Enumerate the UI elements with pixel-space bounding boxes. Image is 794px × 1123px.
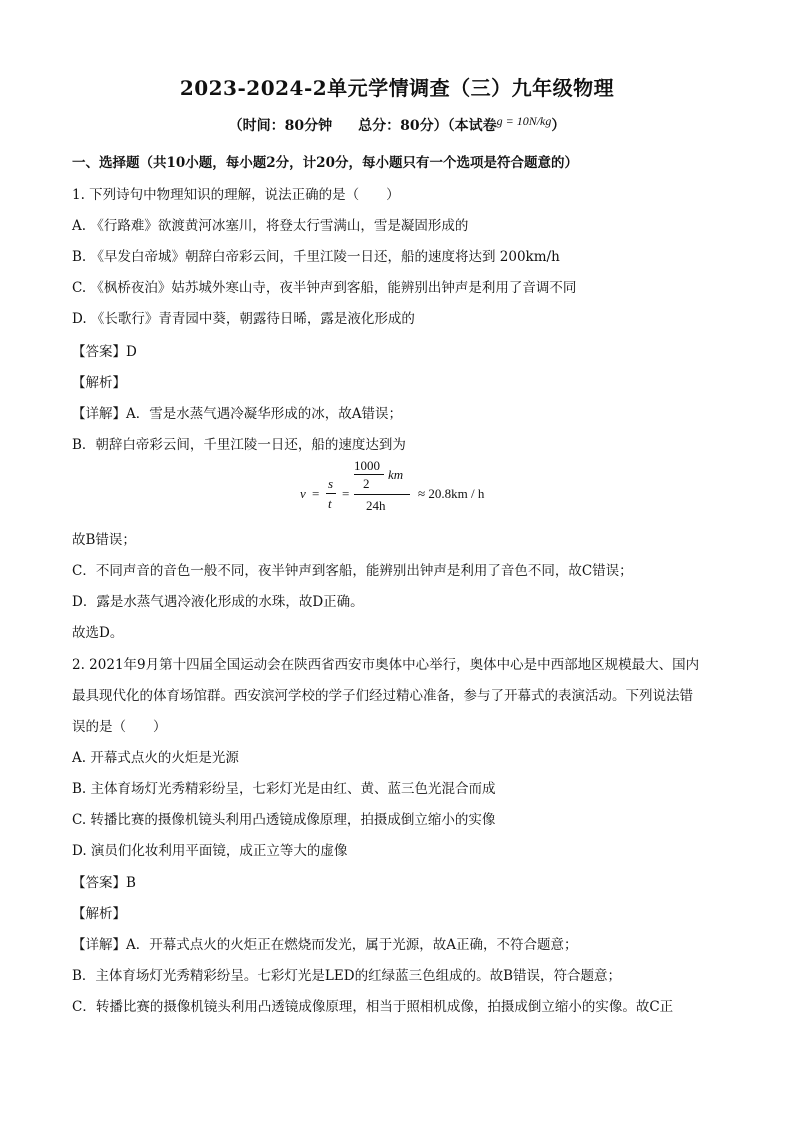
question-1-analysis-label: 【解析】 [72,375,126,391]
formula-equals-1: = [312,486,320,501]
page-title: 2023-2024-2单元学情调查（三）九年级物理 [179,76,615,100]
formula-numerator-top: 1000 [354,458,380,473]
question-2-detail-a: 【详解】A．开幕式点火的火炬正在燃烧而发光，属于光源，故A正确，不符合题意； [72,937,578,953]
exam-info [0,114,794,135]
question-2-option-b: B. 主体育场灯光秀精彩纷呈，七彩灯光是由红、黄、蓝三色光混合而成 [72,781,496,797]
question-2-stem-line-2: 最具现代化的体育场馆群。西安滨河学校的学子们经过精心准备，参与了开幕式的表演活动。下列说法错 [72,688,693,704]
exam-info-close: ） [551,118,566,134]
formula-denominator: 24h [366,498,386,513]
question-1-detail-a: 【详解】A．雪是水蒸气遇冷凝华形成的冰，故A错误； [72,406,402,422]
formula-fraction-line-inner [354,474,384,475]
exam-time: （时间：80分钟 [228,118,333,134]
speed-formula [300,458,560,518]
section-heading: 一、选择题（共10小题，每小题2分，计20分，每小题只有一个选项是符合题意的） [72,155,578,171]
question-1-stem: 1. 下列诗句中物理知识的理解，说法正确的是（ ） [72,187,400,203]
formula-km: km [388,467,404,482]
exam-score: 总分：80分）（本试卷 [358,118,497,134]
formula-result: ≈ 20.8km / h [418,486,485,501]
formula-equals-2: = [342,486,350,501]
formula-numerator-bottom: 2 [363,476,370,491]
question-2-stem-line-1: 2. 2021年9月第十四届全国运动会在陕西省西安市奥体中心举行，奥体中心是中西部地区规模最大、国内 [72,657,700,673]
question-2-detail-b: B．主体育场灯光秀精彩纷呈。七彩灯光是LED的红绿蓝三色组成的。故B错误，符合题意； [72,968,621,984]
question-2-option-d: D. 演员们化妆利用平面镜，成正立等大的虚像 [72,843,348,859]
question-1-option-c: C. 《枫桥夜泊》姑苏城外寒山寺，夜半钟声到客船，能辨别出钟声是利用了音调不同 [72,280,577,296]
question-1-detail-b: B．朝辞白帝彩云间，千里江陵一日还，船的速度达到为 [72,437,406,453]
question-1-detail-d: D．露是水蒸气遇冷液化形成的水珠，故D正确。 [72,594,364,610]
formula-v: v [300,486,306,501]
question-2-analysis-label: 【解析】 [72,906,126,922]
question-1-option-d: D. 《长歌行》青青园中葵，朝露待日晞，露是液化形成的 [72,311,415,327]
formula-t: t [328,496,332,511]
question-2-option-a: A. 开幕式点火的火炬是光源 [72,750,239,766]
question-1-option-b: B. 《早发白帝城》朝辞白帝彩云间，千里江陵一日还，船的速度将达到 200km/h [72,249,560,265]
formula-fraction-line-main [354,494,410,495]
question-2-detail-c: C．转播比赛的摄像机镜头利用凸透镜成像原理，相当于照相机成像，拍摄成倒立缩小的实像。故C正 [72,999,674,1015]
formula-s: s [328,476,334,491]
question-1-detail-c: C．不同声音的音色一般不同，夜半钟声到客船，能辨别出钟声是利用了音色不同，故C错误； [72,563,633,579]
question-1-detail-b-conclusion: 故B错误； [72,532,136,548]
question-1-conclusion: 故选D。 [72,625,124,641]
question-1-option-a: A. 《行路难》欲渡黄河冰塞川，将登太行雪满山，雪是凝固形成的 [72,218,469,234]
question-2-answer: 【答案】B [72,875,136,891]
question-2-stem-line-3: 误的是（ ） [72,719,167,735]
question-2-option-c: C. 转播比赛的摄像机镜头利用凸透镜成像原理，拍摄成倒立缩小的实像 [72,812,496,828]
gravity-constant: g = 10N/kg [496,114,552,128]
question-1-answer: 【答案】D [72,344,137,360]
formula-fraction-line-st [326,493,336,494]
